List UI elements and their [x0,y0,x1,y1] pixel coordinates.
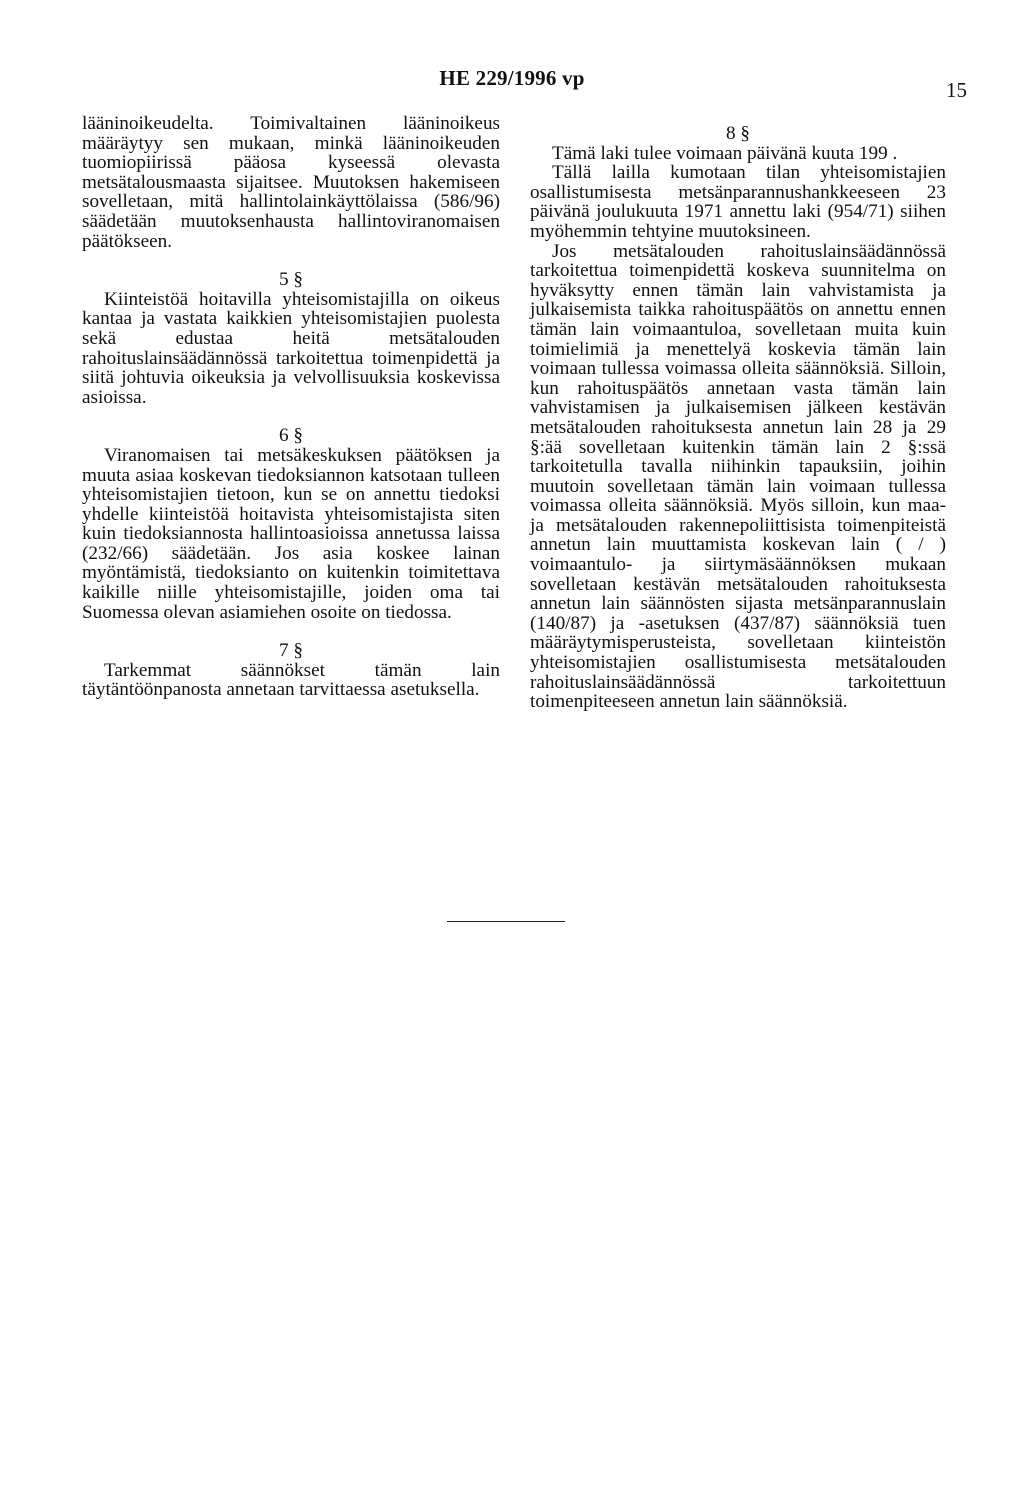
left-column [82,114,500,700]
section-text-7: Tarkemmat säännökset tämän lain täytäntöönpanosta annetaan tarvittaessa asetuksella. [82,659,500,701]
page-header-title: HE 229/1996 vp [439,66,585,90]
page-number: 15 [946,78,967,102]
section-text-5: Kiinteistöä hoitavilla yhteisomistajilla on oikeus kantaa ja vastata kaikkien yhteisomistajien puolesta sekä edustaa heitä metsätalouden rahoituslainsäädännössä tarkoitettua toimenpidettä ja siitä johtuvia oikeuksia ja velvollisuuksia koskevissa asioissa. [82,288,500,408]
section-text-6: Viranomaisen tai metsäkeskuksen päätöksen ja muuta asiaa koskevan tiedoksiannon katsotaan tulleen yhteisomistajien tietoon, kun se on annettu tiedoksi yhdelle kiinteistöä hoitavista yhteisomistajista siten kuin tiedoksiannosta hallintoasioissa annetussa laissa (232/66) säädetään. Jos asia koskee lainan myöntämistä, tiedoksianto on kuitenkin toimitettava kaikille niille yhteisomistajille, joiden oma tai Suomessa olevan asiamiehen osoite on tiedossa. [82,444,500,623]
section-heading-8: 8 § [726,123,750,144]
section-heading-6: 6 § [279,425,303,447]
section-text-8-repeal: Tällä lailla kumotaan tilan yhteisomistajien osallistumisesta metsänparannushankkeeseen 23 päivänä joulukuuta 1971 annettu laki (954/71) siihen myöhemmin tehtyine muutoksineen. [530,162,946,242]
right-column [530,124,946,712]
section-heading-7: 7 § [279,640,303,662]
section-text-8-transitional: Jos metsätalouden rahoituslainsäädännössä tarkoitettua toimenpidettä koskeva suunnitelma on hyväksytty ennen tämän lain vahvistamista ja julkaisemista taikka rahoituspäätös on annettu ennen tämän lain voimaantuloa, sovelletaan muita kuin toimielimiä ja menettelyä koskevia tämän lain voimaan tullessa voimassa olleita säännöksiä. Silloin, kun rahoituspäätös annetaan vasta tämän lain vahvistamisen ja julkaisemisen jälkeen kestävän metsätalouden rahoituksesta annetun lain 28 ja 29 §:ää sovelletaan kuitenkin tämän lain 2 §:ssä tarkoitetulla tavalla niihinkin tapauksiin, joihin muutoin sovelletaan tämän lain voimaan tullessa voimassa olleita säännöksiä. Myös silloin, kun maa- ja metsätalouden rakennepoliittisista toimenpiteistä annetun lain muuttamista koskevan lain ( / ) voimaantulo- ja siirtymäsäännöksen mukaan sovelletaan kestävän metsätalouden rahoituksesta annetun lain säännösten sijasta metsänparannuslain (140/87) ja -asetuksen (437/87) säännöksiä tuen määräytymisperusteista, sovelletaan kiinteistön yhteisomistajien osallistumisesta metsätalouden rahoituslainsäädännössä tarkoitettuun toimenpiteeseen annetun lain säännöksiä. [530,240,946,713]
continuation-paragraph: lääninoikeudelta. Toimivaltainen lääninoikeus määräytyy sen mukaan, minkä lääninoikeuden tuomiopiirissä pääosa kyseessä olevasta metsätalousmaasta sijaitsee. Muutoksen hakemiseen sovelletaan, mitä hallintolainkäyttölaissa (586/96) säädetään muutoksenhausta hallintoviranomaisen päätökseen. [82,113,500,252]
section-heading-5: 5 § [279,269,303,291]
end-rule [447,921,565,922]
section-text-8-entry-into-force: Tämä laki tulee voimaan päivänä kuuta 199 . [552,142,898,164]
